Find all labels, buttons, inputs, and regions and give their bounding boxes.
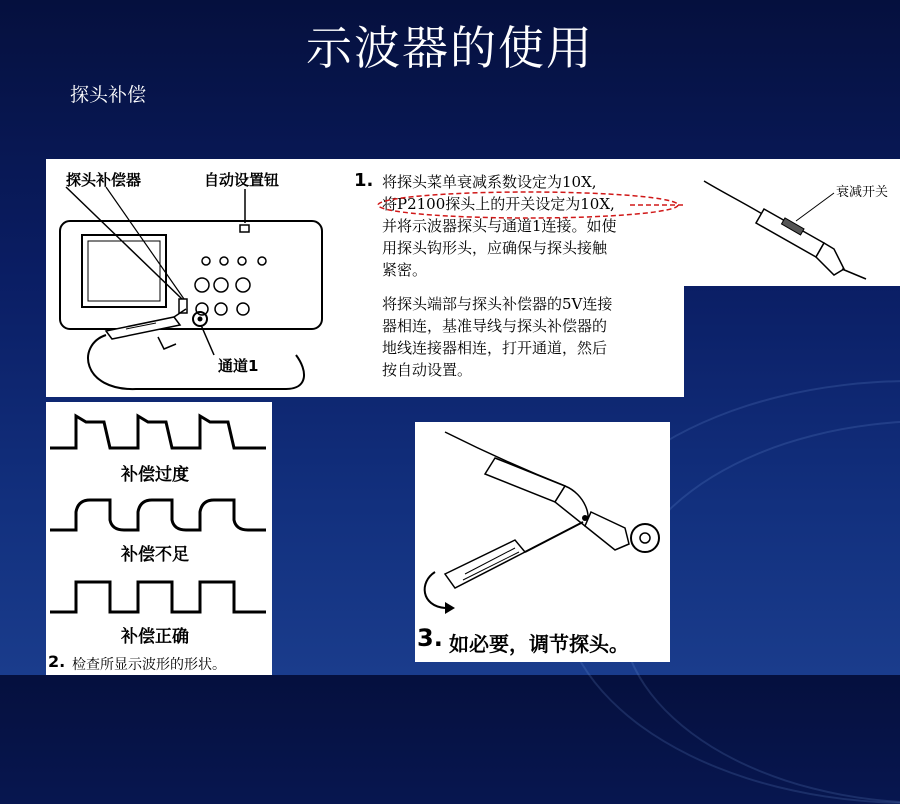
probe-illustration	[684, 159, 900, 286]
step1-para2-line: 器相连，基准导线与探头补偿器的	[382, 317, 608, 335]
step1-line: 用探头钩形头，应确保与探头接触	[382, 239, 608, 257]
oscilloscope-illustration	[46, 159, 346, 397]
step1-line: 紧密。	[382, 261, 428, 279]
label-compensator: 探头补偿器	[66, 171, 142, 189]
waveform-correct	[46, 574, 272, 624]
step2-text: 检查所显示波形的形状。	[72, 657, 226, 673]
step1-number: 1.	[354, 170, 374, 191]
step1-para2-line: 将探头端部与探头补偿器的5V连接	[382, 295, 613, 313]
waveform-over-compensated	[46, 410, 272, 460]
step1-para2-line: 按自动设置。	[382, 361, 473, 379]
step1-line: 并将示波器探头与通道1连接。如使	[382, 217, 617, 235]
page-subtitle: 探头补偿	[70, 84, 147, 106]
probe-switch-panel	[684, 159, 900, 286]
step3-number: 3.	[417, 624, 443, 652]
probe-adjust-illustration	[415, 422, 670, 622]
waveform-label: 补偿正确	[121, 627, 189, 647]
waveform-panel	[46, 402, 272, 675]
waveform-label: 补偿不足	[121, 545, 189, 565]
step1-line: 将探头菜单衰减系数设定为10X,	[382, 173, 597, 191]
step2-number: 2.	[48, 652, 66, 671]
step1-panel	[46, 159, 684, 397]
page-title: 示波器的使用	[306, 21, 594, 75]
step3-text: 如必要，调节探头。	[449, 632, 629, 656]
step1-para2-line: 地线连接器相连，打开通道，然后	[382, 339, 608, 357]
waveform-under-compensated	[46, 492, 272, 542]
step1-line-highlighted: 将P2100探头上的开关设定为10X,	[382, 195, 615, 213]
label-autoset: 自动设置钮	[204, 171, 280, 189]
step3-panel	[415, 422, 670, 662]
label-channel1: 通道1	[218, 357, 259, 375]
waveform-label: 补偿过度	[121, 465, 189, 485]
label-attenuation-switch: 衰减开关	[836, 185, 889, 200]
